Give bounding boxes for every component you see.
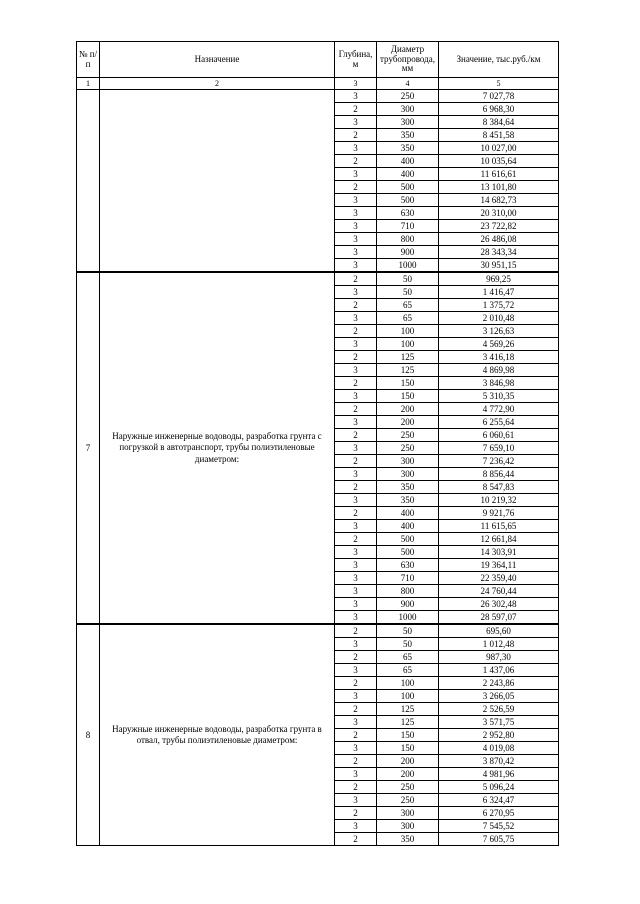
depth-cell: 3 (335, 468, 377, 481)
diameter-cell: 200 (377, 403, 439, 416)
value-cell: 3 870,42 (439, 755, 559, 768)
depth-cell: 2 (335, 272, 377, 286)
diameter-cell: 630 (377, 207, 439, 220)
depth-cell: 2 (335, 103, 377, 116)
value-cell: 22 359,40 (439, 572, 559, 585)
value-cell: 14 303,91 (439, 546, 559, 559)
depth-cell: 3 (335, 546, 377, 559)
depth-cell: 2 (335, 351, 377, 364)
depth-cell: 2 (335, 677, 377, 690)
depth-cell: 2 (335, 624, 377, 638)
diameter-cell: 300 (377, 116, 439, 129)
value-cell: 1 416,47 (439, 286, 559, 299)
depth-cell: 3 (335, 168, 377, 181)
diameter-cell: 400 (377, 168, 439, 181)
diameter-cell: 200 (377, 768, 439, 781)
diameter-cell: 400 (377, 520, 439, 533)
value-cell: 6 968,30 (439, 103, 559, 116)
value-cell: 8 547,83 (439, 481, 559, 494)
diameter-cell: 500 (377, 533, 439, 546)
value-cell: 2 952,80 (439, 729, 559, 742)
diameter-cell: 125 (377, 351, 439, 364)
group-number (77, 90, 100, 273)
diameter-cell: 350 (377, 129, 439, 142)
value-cell: 9 921,76 (439, 507, 559, 520)
diameter-cell: 125 (377, 703, 439, 716)
depth-cell: 2 (335, 455, 377, 468)
diameter-cell: 150 (377, 377, 439, 390)
group-number: 8 (77, 624, 100, 846)
table-row (77, 272, 559, 286)
header-value: Значение, тыс.руб./км (439, 42, 559, 78)
diameter-cell: 300 (377, 468, 439, 481)
depth-cell: 2 (335, 703, 377, 716)
depth-cell: 2 (335, 299, 377, 312)
depth-cell: 3 (335, 611, 377, 625)
depth-cell: 3 (335, 716, 377, 729)
depth-cell: 2 (335, 833, 377, 846)
depth-cell: 3 (335, 520, 377, 533)
value-cell: 28 343,34 (439, 246, 559, 259)
diameter-cell: 50 (377, 286, 439, 299)
depth-cell: 3 (335, 220, 377, 233)
value-cell: 7 659,10 (439, 442, 559, 455)
diameter-cell: 500 (377, 546, 439, 559)
depth-cell: 3 (335, 259, 377, 273)
value-cell: 11 615,65 (439, 520, 559, 533)
diameter-cell: 100 (377, 338, 439, 351)
depth-cell: 3 (335, 142, 377, 155)
value-cell: 10 035,64 (439, 155, 559, 168)
depth-cell: 3 (335, 572, 377, 585)
depth-cell: 2 (335, 729, 377, 742)
value-cell: 10 219,32 (439, 494, 559, 507)
depth-cell: 3 (335, 768, 377, 781)
value-cell: 23 722,82 (439, 220, 559, 233)
column-index: 3 (335, 78, 377, 90)
depth-cell: 2 (335, 129, 377, 142)
diameter-cell: 300 (377, 103, 439, 116)
diameter-cell: 630 (377, 559, 439, 572)
depth-cell: 3 (335, 742, 377, 755)
diameter-cell: 400 (377, 507, 439, 520)
diameter-cell: 900 (377, 598, 439, 611)
group-description: Наружные инженерные водоводы, разработка грунта в отвал, трубы полиэтиленовые диаметром: (100, 624, 335, 846)
diameter-cell: 250 (377, 794, 439, 807)
value-cell: 2 526,59 (439, 703, 559, 716)
diameter-cell: 50 (377, 624, 439, 638)
group-description (100, 90, 335, 273)
header-diameter: Диаметр трубопровода, мм (377, 42, 439, 78)
depth-cell: 2 (335, 181, 377, 194)
column-index: 2 (100, 78, 335, 90)
header-depth: Глубина, м (335, 42, 377, 78)
diameter-cell: 300 (377, 820, 439, 833)
value-cell: 3 266,05 (439, 690, 559, 703)
diameter-cell: 1000 (377, 611, 439, 625)
depth-cell: 2 (335, 155, 377, 168)
table-body (77, 90, 559, 846)
table-row (77, 624, 559, 638)
table-header (77, 42, 559, 90)
depth-cell: 3 (335, 638, 377, 651)
diameter-cell: 250 (377, 442, 439, 455)
depth-cell: 2 (335, 507, 377, 520)
value-cell: 2 243,86 (439, 677, 559, 690)
value-cell: 19 364,11 (439, 559, 559, 572)
diameter-cell: 500 (377, 181, 439, 194)
value-cell: 4 772,90 (439, 403, 559, 416)
depth-cell: 3 (335, 90, 377, 103)
depth-cell: 3 (335, 794, 377, 807)
header-name: Назначение (100, 42, 335, 78)
depth-cell: 2 (335, 533, 377, 546)
diameter-cell: 710 (377, 572, 439, 585)
depth-cell: 3 (335, 246, 377, 259)
diameter-cell: 300 (377, 455, 439, 468)
value-cell: 14 682,73 (439, 194, 559, 207)
diameter-cell: 350 (377, 833, 439, 846)
diameter-cell: 50 (377, 272, 439, 286)
depth-cell: 2 (335, 755, 377, 768)
table-row (77, 90, 559, 103)
depth-cell: 3 (335, 494, 377, 507)
value-cell: 26 302,48 (439, 598, 559, 611)
depth-cell: 3 (335, 286, 377, 299)
value-cell: 8 451,58 (439, 129, 559, 142)
diameter-cell: 125 (377, 716, 439, 729)
value-cell: 969,25 (439, 272, 559, 286)
diameter-cell: 250 (377, 429, 439, 442)
value-cell: 6 255,64 (439, 416, 559, 429)
depth-cell: 3 (335, 820, 377, 833)
value-cell: 8 856,44 (439, 468, 559, 481)
value-cell: 7 236,42 (439, 455, 559, 468)
depth-cell: 2 (335, 325, 377, 338)
value-cell: 26 486,08 (439, 233, 559, 246)
diameter-cell: 50 (377, 638, 439, 651)
column-index: 1 (77, 78, 100, 90)
value-cell: 4 869,98 (439, 364, 559, 377)
depth-cell: 3 (335, 690, 377, 703)
tariff-table (76, 41, 559, 846)
value-cell: 2 010,48 (439, 312, 559, 325)
value-cell: 7 545,52 (439, 820, 559, 833)
depth-cell: 3 (335, 559, 377, 572)
diameter-cell: 250 (377, 90, 439, 103)
value-cell: 30 951,15 (439, 259, 559, 273)
diameter-cell: 800 (377, 585, 439, 598)
depth-cell: 3 (335, 585, 377, 598)
value-cell: 4 981,96 (439, 768, 559, 781)
diameter-cell: 100 (377, 325, 439, 338)
value-cell: 3 846,98 (439, 377, 559, 390)
value-cell: 28 597,07 (439, 611, 559, 625)
depth-cell: 3 (335, 312, 377, 325)
value-cell: 6 270,95 (439, 807, 559, 820)
value-cell: 3 571,75 (439, 716, 559, 729)
value-cell: 4 019,08 (439, 742, 559, 755)
value-cell: 3 416,18 (439, 351, 559, 364)
diameter-cell: 900 (377, 246, 439, 259)
diameter-cell: 100 (377, 677, 439, 690)
value-cell: 1 012,48 (439, 638, 559, 651)
value-cell: 6 060,61 (439, 429, 559, 442)
diameter-cell: 400 (377, 155, 439, 168)
depth-cell: 2 (335, 481, 377, 494)
value-cell: 5 096,24 (439, 781, 559, 794)
diameter-cell: 350 (377, 494, 439, 507)
diameter-cell: 500 (377, 194, 439, 207)
depth-cell: 3 (335, 390, 377, 403)
diameter-cell: 350 (377, 481, 439, 494)
depth-cell: 2 (335, 781, 377, 794)
value-cell: 695,60 (439, 624, 559, 638)
depth-cell: 3 (335, 416, 377, 429)
diameter-cell: 100 (377, 690, 439, 703)
value-cell: 1 437,06 (439, 664, 559, 677)
diameter-cell: 65 (377, 664, 439, 677)
depth-cell: 3 (335, 364, 377, 377)
value-cell: 10 027,00 (439, 142, 559, 155)
depth-cell: 3 (335, 442, 377, 455)
value-cell: 7 605,75 (439, 833, 559, 846)
value-cell: 24 760,44 (439, 585, 559, 598)
value-cell: 13 101,80 (439, 181, 559, 194)
value-cell: 8 384,64 (439, 116, 559, 129)
diameter-cell: 350 (377, 142, 439, 155)
diameter-cell: 300 (377, 807, 439, 820)
value-cell: 6 324,47 (439, 794, 559, 807)
depth-cell: 2 (335, 377, 377, 390)
depth-cell: 2 (335, 429, 377, 442)
group-number: 7 (77, 272, 100, 624)
value-cell: 5 310,35 (439, 390, 559, 403)
diameter-cell: 125 (377, 364, 439, 377)
diameter-cell: 200 (377, 416, 439, 429)
diameter-cell: 150 (377, 390, 439, 403)
diameter-cell: 710 (377, 220, 439, 233)
column-index: 5 (439, 78, 559, 90)
value-cell: 4 569,26 (439, 338, 559, 351)
depth-cell: 3 (335, 233, 377, 246)
group-description: Наружные инженерные водоводы, разработка грунта с погрузкой в автотранспорт, трубы полиэтиленовые диаметром: (100, 272, 335, 624)
column-index: 4 (377, 78, 439, 90)
depth-cell: 3 (335, 338, 377, 351)
diameter-cell: 150 (377, 742, 439, 755)
diameter-cell: 65 (377, 312, 439, 325)
depth-cell: 3 (335, 207, 377, 220)
diameter-cell: 250 (377, 781, 439, 794)
value-cell: 12 661,84 (439, 533, 559, 546)
diameter-cell: 200 (377, 755, 439, 768)
value-cell: 11 616,61 (439, 168, 559, 181)
diameter-cell: 65 (377, 299, 439, 312)
diameter-cell: 800 (377, 233, 439, 246)
depth-cell: 3 (335, 116, 377, 129)
value-cell: 987,30 (439, 651, 559, 664)
depth-cell: 2 (335, 403, 377, 416)
value-cell: 3 126,63 (439, 325, 559, 338)
diameter-cell: 65 (377, 651, 439, 664)
value-cell: 7 027,78 (439, 90, 559, 103)
diameter-cell: 1000 (377, 259, 439, 273)
depth-cell: 3 (335, 664, 377, 677)
depth-cell: 3 (335, 598, 377, 611)
column-index-row (77, 78, 559, 90)
depth-cell: 3 (335, 194, 377, 207)
value-cell: 1 375,72 (439, 299, 559, 312)
header-num: № п/п (77, 42, 100, 78)
depth-cell: 2 (335, 651, 377, 664)
depth-cell: 2 (335, 807, 377, 820)
diameter-cell: 150 (377, 729, 439, 742)
value-cell: 20 310,00 (439, 207, 559, 220)
